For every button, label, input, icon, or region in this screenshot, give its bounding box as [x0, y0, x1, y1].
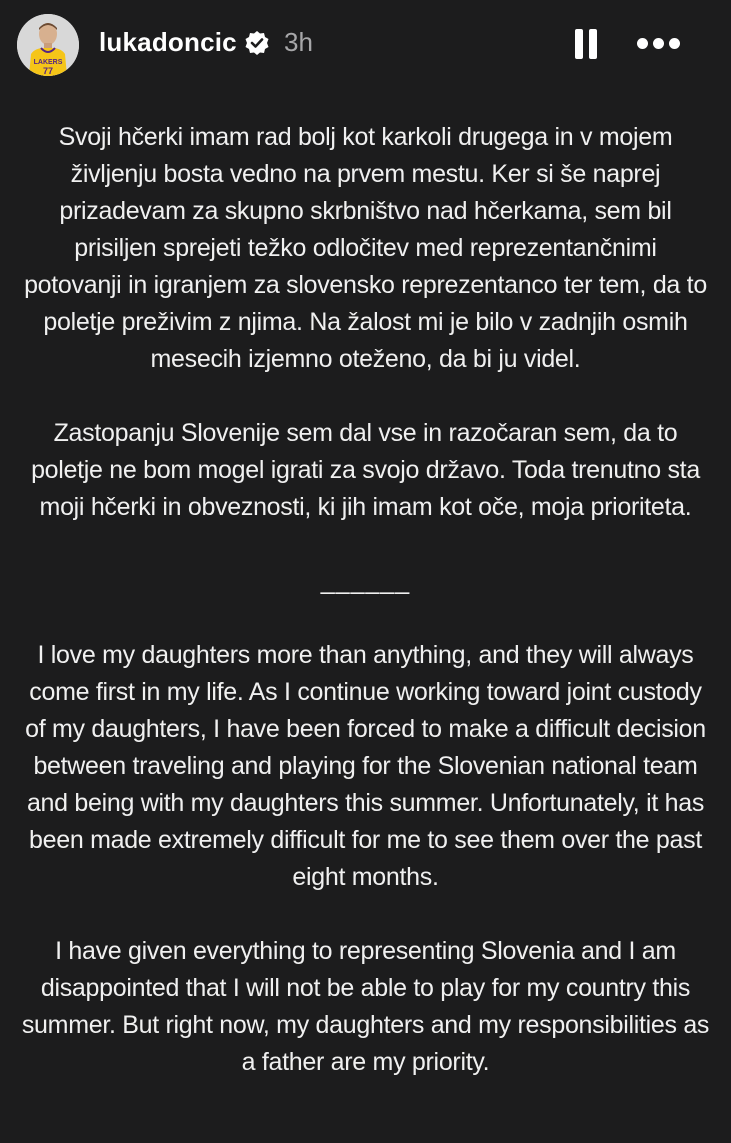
text-line: of my daughters, I have been forced to make a difficult decision [25, 715, 706, 743]
post-time: 3h [284, 27, 313, 57]
text-line: poletje ne bom mogel igrati za svojo državo. Toda trenutno sta [31, 456, 700, 484]
text-line: and being with my daughters this summer. Unfortunately, it has [26, 789, 705, 817]
text-line: življenju bosta vedno na prvem mestu. Ker si še naprej [70, 160, 661, 188]
pause-icon[interactable] [573, 29, 599, 59]
paragraph-gap [20, 896, 711, 933]
paragraph-gap [20, 378, 711, 415]
avatar[interactable] [17, 14, 79, 76]
text-line: prizadevam za skupno skrbništvo nad hčerkama, sem bil [59, 197, 672, 225]
text-line: been made extremely difficult for me to see them over the past [29, 826, 702, 854]
username[interactable]: lukadoncic [99, 27, 237, 57]
text-line: Zastopanju Slovenije sem dal vse in razočaran sem, da to [53, 419, 678, 447]
text-line: Svoji hčerki imam rad bolj kot karkoli drugega in v mojem [58, 123, 673, 151]
text-line: I love my daughters more than anything, and they will always [37, 641, 694, 669]
text-line: summer. But right now, my daughters and my responsibilities as [21, 1011, 710, 1039]
paragraph-gap [20, 600, 711, 637]
text-line: mesecih izjemno oteženo, da bi ju videl. [150, 345, 581, 373]
pause-bar-left [575, 29, 583, 59]
text-line: a father are my priority. [241, 1048, 490, 1076]
text-line: come first in my life. As I continue working toward joint custody [29, 678, 702, 706]
text-line: prisiljen sprejeti težko odločitev med reprezentančnimi [74, 234, 657, 262]
text-line: disappointed that I will not be able to play for my country this [40, 974, 691, 1002]
story-text [20, 119, 711, 1081]
pause-bar-right [589, 29, 597, 59]
text-line: between traveling and playing for the Slovenian national team [33, 752, 698, 780]
avatar-image [17, 14, 79, 76]
more-options-icon[interactable] [634, 33, 684, 55]
story-header [0, 0, 731, 92]
svg-text:LAKERS: LAKERS [33, 59, 63, 66]
separator: ______ [320, 567, 411, 595]
text-line: I have given everything to representing Slovenia and I am [55, 937, 676, 965]
more-dot [637, 38, 648, 49]
verified-badge-icon [244, 30, 270, 56]
svg-text:77: 77 [42, 66, 54, 76]
more-dot [669, 38, 680, 49]
text-line: moji hčerki in obveznosti, ki jih imam kot oče, moja prioriteta. [39, 493, 692, 521]
paragraph-gap [20, 526, 711, 563]
text-line: poletje preživim z njima. Na žalost mi je bilo v zadnjih osmih [43, 308, 688, 336]
text-line: potovanji in igranjem za slovensko reprezentanco ter tem, da to [24, 271, 707, 299]
more-dot [653, 38, 664, 49]
text-line: eight months. [292, 863, 439, 891]
